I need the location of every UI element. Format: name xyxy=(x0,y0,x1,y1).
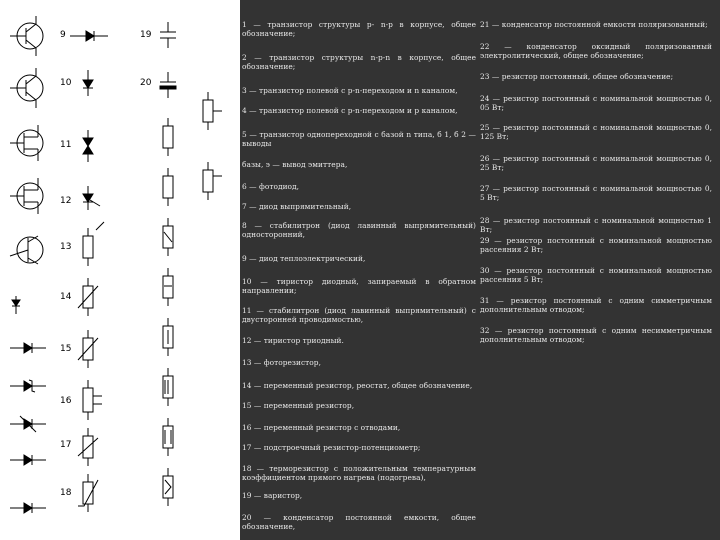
description-item-11: 11 — стабилитрон (диод лавинный выпрямительный) с двусторонней проводимостью, xyxy=(242,306,476,324)
resistor-005w-symbol xyxy=(163,168,173,206)
photodiode-symbol xyxy=(12,296,20,314)
diode-rectifier-symbol xyxy=(10,343,46,353)
symbol-number: 19 xyxy=(140,30,152,40)
capacitor-polarized-symbol xyxy=(160,22,176,48)
transistor-pnp-symbol xyxy=(10,16,43,56)
description-item-23: 23 — резистор постоянный, общее обозначение; xyxy=(480,72,674,81)
description-item-28: 28 — резистор постоянный с номинальной мощностью 1 Вт; xyxy=(480,216,712,234)
trimmer-potentiometer-symbol xyxy=(78,428,98,466)
description-item-6: 6 — фотодиод, xyxy=(242,182,300,191)
fet-p-channel-symbol xyxy=(10,178,43,214)
thyristor-diode-symbol xyxy=(10,455,46,465)
description-item-29: 29 — резистор постоянный с номинальной мощностью рассеяния 2 Вт; xyxy=(480,236,712,254)
description-item-5b: базы, э — вывод эмиттера, xyxy=(242,160,348,169)
tapped-resistor-symbol xyxy=(83,380,102,420)
description-item-15: 15 — переменный резистор, xyxy=(242,401,355,410)
symbol-number: 12 xyxy=(60,196,72,206)
capacitor-electrolytic-symbol xyxy=(160,72,176,98)
description-item-5: 5 — транзистор однопереходной с базой n типа, б 1, б 2 — выводы xyxy=(242,130,476,148)
zener-bidirectional-symbol xyxy=(83,130,93,162)
symbol-number: 17 xyxy=(60,440,72,450)
resistor-0125w-symbol xyxy=(163,218,173,256)
diode-symbol-bottom xyxy=(10,503,46,513)
resistor-offset-tap-symbol xyxy=(203,162,222,200)
description-item-20: 20 — конденсатор постоянной емкости, общее обозначение, xyxy=(242,513,476,531)
description-item-16: 16 — переменный резистор с отводами, xyxy=(242,423,401,432)
description-item-7: 7 — диод выпрямительный, xyxy=(242,202,352,211)
description-item-30: 30 — резистор постоянный с номинальной мощностью рассеяния 5 Вт; xyxy=(480,266,712,284)
description-item-27: 27 — резистор постоянный с номинальной мощностью 0, 5 Вт; xyxy=(480,184,712,202)
description-item-17: 17 — подстроечный резистор-потенциометр; xyxy=(242,443,421,452)
photoresistor-symbol xyxy=(83,222,104,266)
description-item-26: 26 — резистор постоянный с номинальной мощностью 0, 25 Вт; xyxy=(480,154,712,172)
fet-n-channel-symbol xyxy=(10,125,43,161)
circuit-symbols-drawing xyxy=(0,0,240,540)
description-item-32: 32 — резистор постоянный с одним несимметричным дополнительным отводом; xyxy=(480,326,712,344)
description-item-19: 19 — варистор, xyxy=(242,491,303,500)
description-item-8: 8 — стабилитрон (диод лавинный выпрямительный) односторонний, xyxy=(242,221,476,239)
symbol-number: 14 xyxy=(60,292,72,302)
description-item-21: 21 — конденсатор постоянной емкости поляризованный; xyxy=(480,20,708,29)
description-item-22: 22 — конденсатор оксидный поляризованный электролитический, общее обозначение; xyxy=(480,42,712,60)
resistor-1w-symbol xyxy=(163,368,173,406)
unijunction-transistor-symbol xyxy=(10,236,43,264)
description-item-13: 13 — фоторезистор, xyxy=(242,358,321,367)
resistor-tapped-symbol xyxy=(203,92,222,130)
thermo-diode-symbol xyxy=(10,416,46,432)
description-item-12: 12 — тиристор триодный. xyxy=(242,336,344,345)
thermistor-symbol xyxy=(78,474,98,512)
symbol-number: 20 xyxy=(140,78,152,88)
description-item-14: 14 — переменный резистор, реостат, общее обозначение, xyxy=(242,381,473,390)
resistor-general-symbol xyxy=(163,118,173,156)
description-item-31: 31 — резистор постоянный с одним симметричным дополнительным отводом; xyxy=(480,296,712,314)
resistor-5w-symbol xyxy=(163,468,173,506)
description-item-4: 4 — транзистор полевой с р-n-переходом и р каналом, xyxy=(242,106,458,115)
transistor-npn-symbol xyxy=(10,68,43,108)
resistor-025w-symbol xyxy=(163,268,173,306)
description-item-18: 18 — терморезистор с положительным температурным коэффициентом прямого нагрева (подогрева), xyxy=(242,464,476,482)
zener-diode-symbol xyxy=(10,380,46,392)
variable-resistor-2-symbol xyxy=(78,330,98,368)
thyristor-symbol-10 xyxy=(83,70,93,96)
description-item-25: 25 — резистор постоянный с номинальной мощностью 0, 125 Вт; xyxy=(480,123,712,141)
description-item-24: 24 — резистор постоянный с номинальной мощностью 0, 05 Вт; xyxy=(480,94,712,112)
description-item-10: 10 — тиристор диодный, запираемый в обратном направлении; xyxy=(242,277,476,295)
thyristor-triode-symbol xyxy=(83,186,100,210)
symbol-number: 13 xyxy=(60,242,72,252)
resistor-05w-symbol xyxy=(163,318,173,356)
symbol-number: 9 xyxy=(60,30,66,40)
description-item-9: 9 — диод теплоэлектрический, xyxy=(242,254,366,263)
symbol-number: 16 xyxy=(60,396,72,406)
symbol-number: 11 xyxy=(60,140,72,150)
symbols-sheet xyxy=(0,0,240,540)
diode-thermal-symbol xyxy=(70,31,108,41)
symbol-number: 15 xyxy=(60,344,72,354)
resistor-2w-symbol xyxy=(163,418,173,456)
symbol-number: 10 xyxy=(60,78,72,88)
variable-resistor-symbol xyxy=(78,278,98,316)
description-item-3: 3 — транзистор полевой с р-n-переходом и n каналом, xyxy=(242,86,458,95)
symbol-number: 18 xyxy=(60,488,72,498)
description-item-2: 2 — транзистор структуры n-р-n в корпусе, общее обозначение; xyxy=(242,53,476,71)
description-item-1: 1 — транзистор структуры р- n-р в корпусе, общее обозначение; xyxy=(242,20,476,38)
